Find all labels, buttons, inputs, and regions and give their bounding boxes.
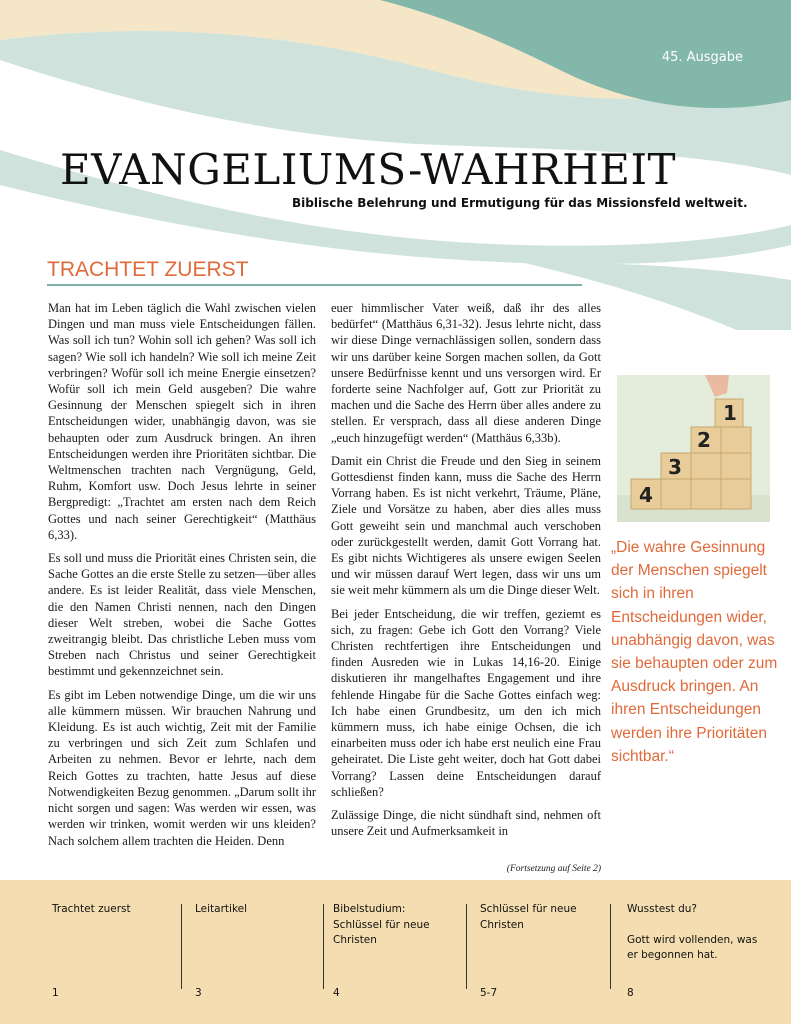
article-paragraph: Man hat im Leben täglich die Wahl zwischen vielen Dingen und man muss viele Entscheidungen fällen. Was soll ich tun? Wohin soll ich gehen? Was soll ich sagen? Wie soll ich handeln? Wie soll ich meine Zeit verbringen? Wofür soll ich meine Energie einsetzen? Wofür soll ich mein Geld ausgeben? Die wahre Gesinnung der Menschen spiegelt sich in ihren Entscheidungen wider, unabhängig davon, was sie behaupten oder zum Ausdruck bringen. An ihren Entscheidungen werden ihre Prioritäten sichtbar. Die Weltmenschen trachten nach Vergnügung, Geld, Ruhm, Komfort usw. Doch Jesus lehrte in seiner Bergpredigt: „Trachtet am ersten nach dem Reich Gottes und nach seiner Gerechtigkeit“ (Matthäus 6,33). xyxy=(48,301,316,542)
toc-label: Wusstest du? xyxy=(627,903,697,915)
article-paragraph: Zulässige Dinge, die nicht sündhaft sind, nehmen oft unsere Zeit und Aufmerksamkeit in xyxy=(331,808,601,839)
masthead-tagline: Biblische Belehrung und Ermutigung für das Missionsfeld weltweit. xyxy=(292,196,748,210)
block-number: 1 xyxy=(723,401,737,425)
block-number: 2 xyxy=(697,428,711,452)
toc-divider xyxy=(466,904,467,989)
toc-divider xyxy=(323,904,324,989)
toc-divider xyxy=(610,904,611,989)
article-paragraph: euer himmlischer Vater weiß, daß ihr des alles bedürfet“ (Matthäus 6,31-32). Jesus lehrte nicht, dass wir diese Dinge vernachlässigen sollen, sondern dass wir uns darüber keine Sorgen machen sollen, da Gott unsere Bedürfnisse kennt und uns versorgen wird. Er forderte seine Nachfolger auf, Gott zur Priorität zu machen und die Sache des Herrn über alles andere zu stellen. Er versprach, dass all diese anderen Dinge „euch hinzugefügt werden“ (Matthäus 6,33b). xyxy=(331,301,601,445)
toc-sublabel: Gott wird vollenden, was er begonnen hat. xyxy=(627,933,758,961)
toc-item[interactable] xyxy=(480,902,600,999)
toc-page: 4 xyxy=(333,987,340,999)
title-divider xyxy=(47,284,582,286)
toc-item[interactable] xyxy=(52,902,172,999)
toc-item[interactable] xyxy=(627,902,767,999)
block-number: 3 xyxy=(668,455,682,479)
masthead-title: EVANGELIUMS-WAHRHEIT xyxy=(60,145,677,194)
toc-page: 8 xyxy=(627,987,634,999)
table-of-contents xyxy=(0,880,791,1024)
toc-label: Trachtet zuerst xyxy=(52,903,131,915)
wooden-blocks-photo xyxy=(617,375,770,522)
article-column-1 xyxy=(48,300,316,856)
article-paragraph: Damit ein Christ die Freude und den Sieg in seinem Gottesdienst finden kann, muss die Sache des Herrn Vorrang haben. Es ist nicht verkehrt, Träume, Pläne, Ziele und Vorsätze zu haben, aber dies alles muss Gott geweiht sein und manchmal auch verschoben oder zurückgestellt werden, damit Gott Vorrang hat. Es gibt nichts Wichtigeres als unsere ewigen Seelen und wir müssen darauf Wert legen, dass wir uns um sie weit mehr kümmern als um die Dinge dieser Welt. xyxy=(331,453,601,598)
article-column-2 xyxy=(331,300,601,847)
article-title: TRACHTET ZUERST xyxy=(47,258,249,281)
block-number: 4 xyxy=(639,483,653,507)
continued-note: (Fortsetzung auf Seite 2) xyxy=(506,864,601,874)
toc-label: Bibelstudium: Schlüssel für neue Christen xyxy=(333,903,430,946)
article-paragraph: Bei jeder Entscheidung, die wir treffen, geziemt es sich, zu fragen: Gebe ich Gott den Vorrang? Viele Christen rechtfertigen ihre Entscheidungen und finden Ausreden wie in Lukas 14,16-20. Einige diskutieren ihr mangelhaftes Engagement und ihre fehlende Hingabe für die Sache Gottes einfach weg: Ich habe einen Grundbesitz, um den ich mich kümmern muss, ich habe einige Ochsen, die ich einarbeiten muss oder ich habe erst neulich eine Frau geheiratet. Die Liste geht weiter, doch hat Gott dabei Vorrang? Lassen deine Entscheidungen darauf schließen? xyxy=(331,606,601,799)
toc-divider xyxy=(181,904,182,989)
toc-label: Leitartikel xyxy=(195,903,248,915)
toc-label: Schlüssel für neue Christen xyxy=(480,903,577,931)
article-paragraph: Es gibt im Leben notwendige Dinge, um die wir uns alle kümmern müssen. Wir brauchen Nahrung und Kleidung. Es ist auch wichtig, Zeit mit der Familie zu verbringen und sich Zeit zum Schlafen und Arbeiten zu nehmen. Bevor er lehrte, nach dem Reich Gottes zu trachten, hatte Jesus auf diese Notwendigkeiten Bezug genommen. „Darum sollt ihr nicht sorgen und sagen: Was werden wir essen, was werden wir trinken, womit werden wir uns kleiden? Nach solchem allem trachten die Heiden. Denn xyxy=(48,687,316,848)
article-paragraph: Es soll und muss die Priorität eines Christen sein, die Sache Gottes an die erste Stelle zu setzen—über alles andere. Es ist leider Realität, dass viele Menschen, die den Namen Christi nennen, nach den Dingen dieser Welt streben, wobei die Sache Gottes zweitrangig bleibt. Das christliche Leben muss vom Streben nach Christus und seiner Gerechtigkeit bestimmt und gekennzeichnet sein. xyxy=(48,551,316,679)
pull-quote: „Die wahre Gesinnung der Menschen spiegelt sich in ihren Entscheidungen wider, unabhängig davon, was sie behaupten oder zum Ausdruck bringen. An ihren Entscheidungen werden ihre Prioritäten sichtbar.“ xyxy=(611,539,778,765)
toc-item[interactable] xyxy=(195,902,315,999)
toc-item[interactable] xyxy=(333,902,451,999)
toc-page: 1 xyxy=(52,987,59,999)
toc-page: 3 xyxy=(195,987,202,999)
issue-number: 45. Ausgabe xyxy=(661,50,743,65)
toc-page: 5-7 xyxy=(480,987,498,999)
